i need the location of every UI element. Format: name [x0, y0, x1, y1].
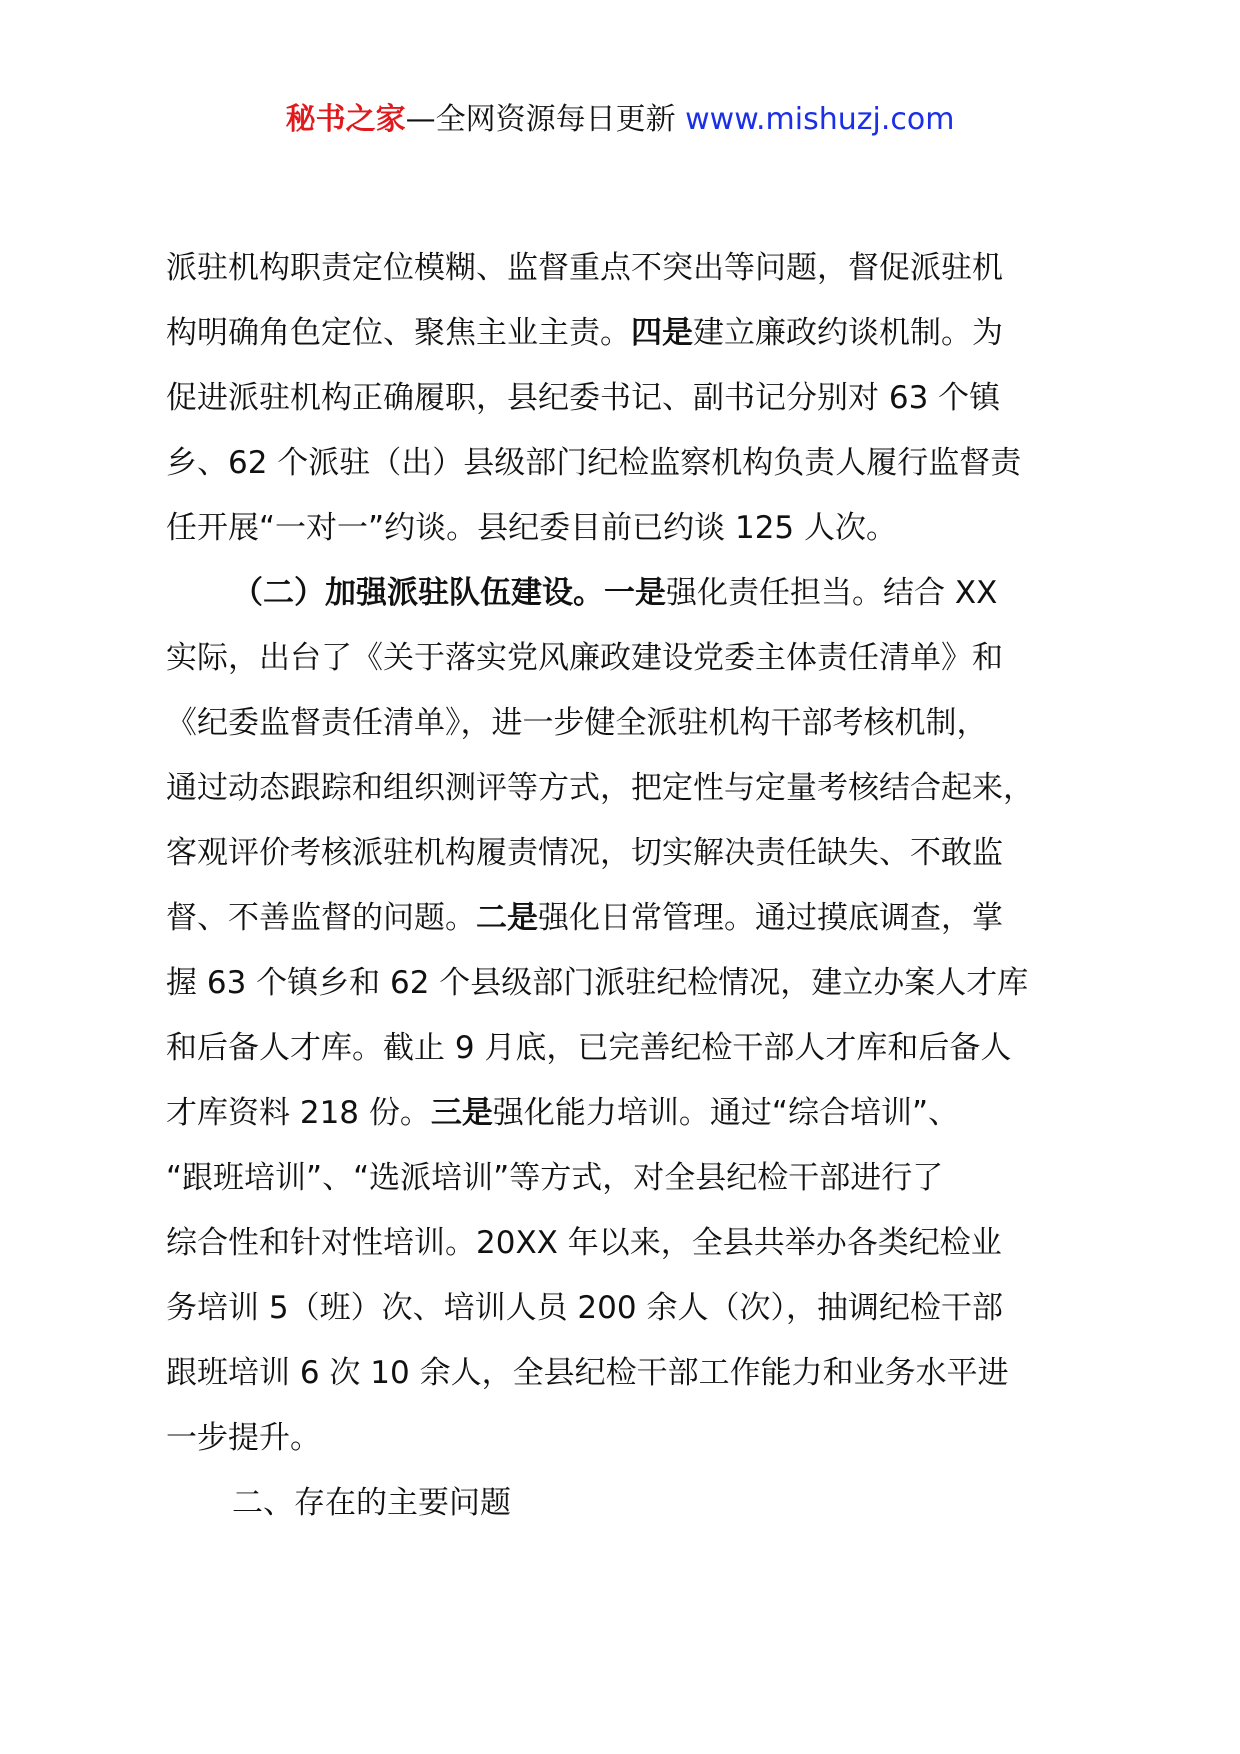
site-header [0, 100, 1240, 140]
text-line: 综合性和针对性培训。20XX 年以来，全县共举办各类纪检业 [166, 1225, 1002, 1261]
bold-ordinal: 三是 [430, 1095, 493, 1131]
text-line: 构明确角色定位、聚焦主业主责。四是建立廉政约谈机制。为 [166, 315, 1003, 351]
text-line: 《纪委监督责任清单》，进一步健全派驻机构干部考核机制， [166, 705, 988, 741]
text-line: 握 63 个镇乡和 62 个县级部门派驻纪检情况，建立办案人才库 [166, 965, 1029, 1001]
chapter-heading-line [166, 1471, 1126, 1536]
text-line: 一步提升。 [166, 1420, 321, 1456]
site-url-link[interactable]: www.mishuzj.com [685, 102, 955, 137]
site-tagline: —全网资源每日更新 [405, 102, 686, 137]
site-brand: 秘书之家 [285, 102, 406, 137]
text-line: 实际，出台了《关于落实党风廉政建设党委主体责任清单》和 [166, 640, 1003, 676]
text-line: 督、不善监督的问题。二是强化日常管理。通过摸底调查，掌 [166, 900, 1003, 936]
section-heading: （二）加强派驻队伍建设。 [232, 575, 604, 611]
chapter-heading: 二、存在的主要问题 [232, 1485, 511, 1521]
text-line: 客观评价考核派驻机构履责情况，切实解决责任缺失、不敢监 [166, 835, 1003, 871]
document-body [166, 236, 1126, 1536]
text-line: 务培训 5（班）次、培训人员 200 余人（次），抽调纪检干部 [166, 1290, 1003, 1326]
text-line: 促进派驻机构正确履职，县纪委书记、副书记分别对 63 个镇 [166, 380, 1001, 416]
text-line: 和后备人才库。截止 9 月底，已完善纪检干部人才库和后备人 [166, 1030, 1012, 1066]
text-line: 跟班培训 6 次 10 余人，全县纪检干部工作能力和业务水平进 [166, 1355, 1009, 1391]
text-line: 才库资料 218 份。三是强化能力培训。通过“综合培训”、 [166, 1095, 960, 1131]
text-line: 乡、62 个派驻（出）县级部门纪检监察机构负责人履行监督责 [166, 445, 1022, 481]
text-line: 通过动态跟踪和组织测评等方式，把定性与定量考核结合起来， [166, 770, 1034, 806]
text-line: 任开展“一对一”约谈。县纪委目前已约谈 125 人次。 [166, 510, 897, 546]
section-heading-line: （二）加强派驻队伍建设。一是强化责任担当。结合 XX [232, 575, 998, 611]
bold-ordinal: 二是 [476, 900, 538, 936]
bold-ordinal: 四是 [631, 315, 693, 351]
text-line: “跟班培训”、“选派培训”等方式，对全县纪检干部进行了 [166, 1160, 944, 1196]
text-line: 派驻机构职责定位模糊、监督重点不突出等问题，督促派驻机 [166, 250, 1003, 286]
bold-ordinal: 一是 [604, 575, 666, 611]
